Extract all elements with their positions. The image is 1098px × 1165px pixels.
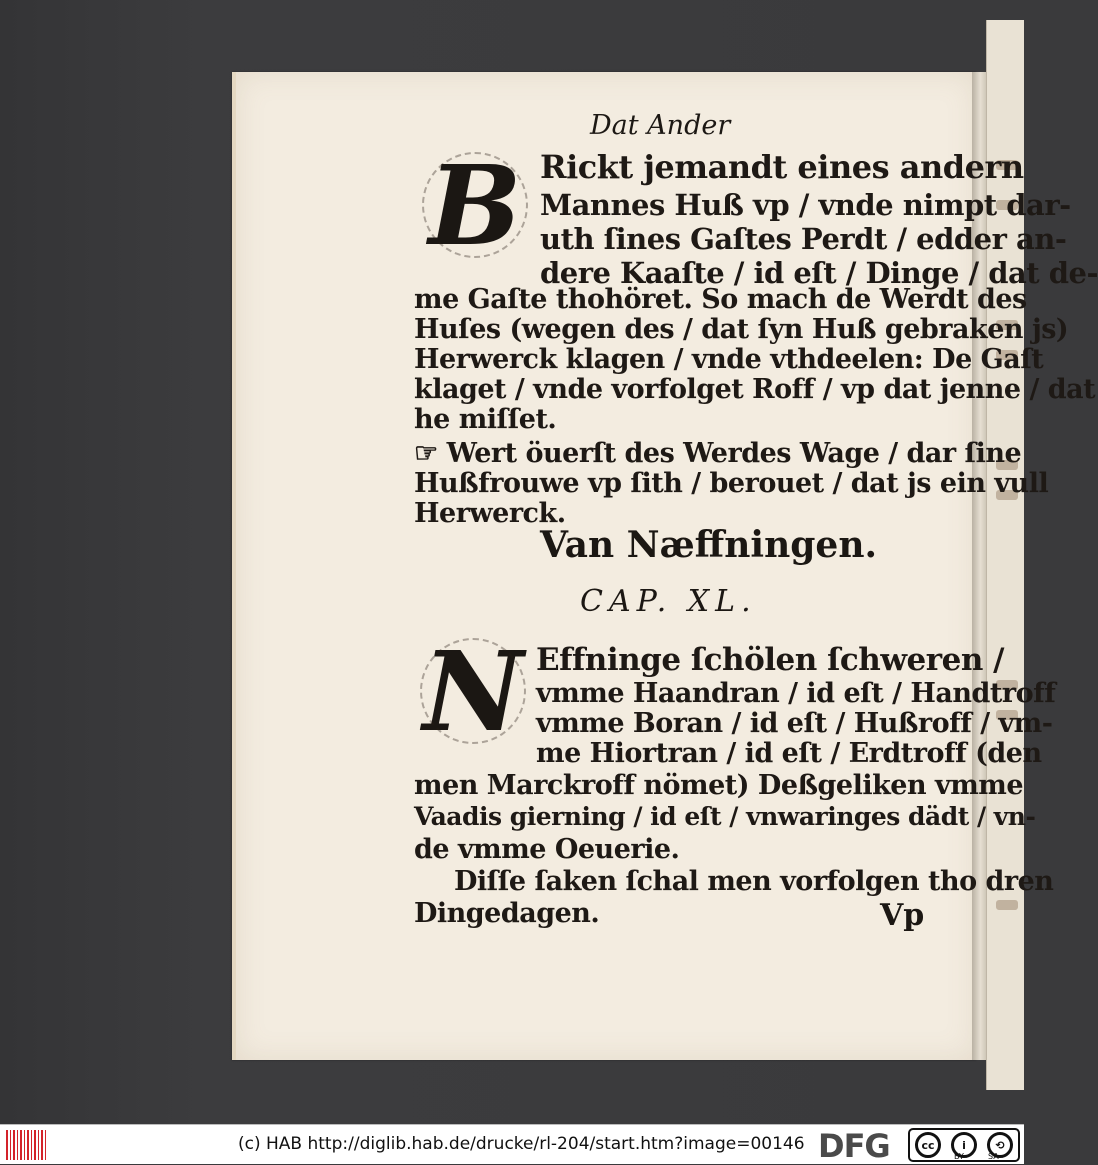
running-head: Dat Ander [590, 110, 731, 141]
text-line: uth ſines Gaſtes Perdt / edder an- [540, 222, 1067, 256]
text-line: de vmme Oeuerie. [414, 834, 680, 865]
text-line: Vaadis gierning / id eſt / vnwaringes dädt / vn- [414, 802, 1036, 831]
text-line: Dingedagen. [414, 898, 600, 929]
hab-barcode-icon [6, 1130, 48, 1160]
text-line: me Gaſte thohöret. So mach de Werdt des [414, 284, 1027, 315]
catchword: Vp [880, 898, 925, 933]
text-line: Herwerck. [414, 498, 566, 529]
text-line: he miſſet. [414, 404, 557, 435]
chapter-title: Van Næffningen. [540, 524, 878, 566]
cc-license-badge[interactable] [908, 1128, 1020, 1162]
text-line: Huſes (wegen des / dat ſyn Huß gebraken js) [414, 314, 1069, 345]
text-line: Hußfrouwe vp ſith / berouet / dat js ein vull [414, 468, 1049, 499]
by-symbol: i [962, 1138, 966, 1152]
text-line: klaget / vnde vorfolget Roff / vp dat jenne / dat [414, 374, 1096, 405]
text-line: ☞ Wert öuerſt des Werdes Wage / dar ſine [414, 438, 1022, 469]
text-line: Effninge ſchölen ſchweren / [536, 642, 1004, 678]
cc-icon: cc [915, 1132, 941, 1158]
text-line: dere Kaaſte / id eſt / Dinge / dat de- [540, 256, 1098, 290]
text-line: Rickt jemandt eines andern [540, 148, 1024, 186]
chapter-number: CAP. XL. [580, 584, 757, 619]
sa-symbol: ⟲ [995, 1138, 1005, 1152]
drop-cap-b: B [416, 146, 534, 264]
text-line: vmme Haandran / id eſt / Handtroff [536, 678, 1056, 709]
by-label: BY [954, 1152, 964, 1161]
text-line: Herwerck klagen / vnde vthdeelen: De Gaſt [414, 344, 1044, 375]
text-line: Mannes Huß vp / vnde nimpt dar- [540, 188, 1071, 222]
dfg-logo[interactable]: DFG [818, 1127, 890, 1165]
text-line: men Marckroff nömet) Deßgeliken vmme [414, 770, 1024, 801]
footer-bar [0, 1124, 1024, 1164]
sa-label: SA [988, 1152, 999, 1161]
text-line: me Hiortran / id eſt / Erdtroff (den [536, 738, 1042, 769]
text-line: vmme Boran / id eſt / Hußroff / vm- [536, 708, 1053, 739]
citation-link[interactable]: (c) HAB http://diglib.hab.de/drucke/rl-204/start.htm?image=00146 [238, 1134, 805, 1154]
text-line: Diſſe ſaken ſchal men vorfolgen tho dren [454, 866, 1054, 897]
drop-cap-n: N [414, 632, 532, 750]
